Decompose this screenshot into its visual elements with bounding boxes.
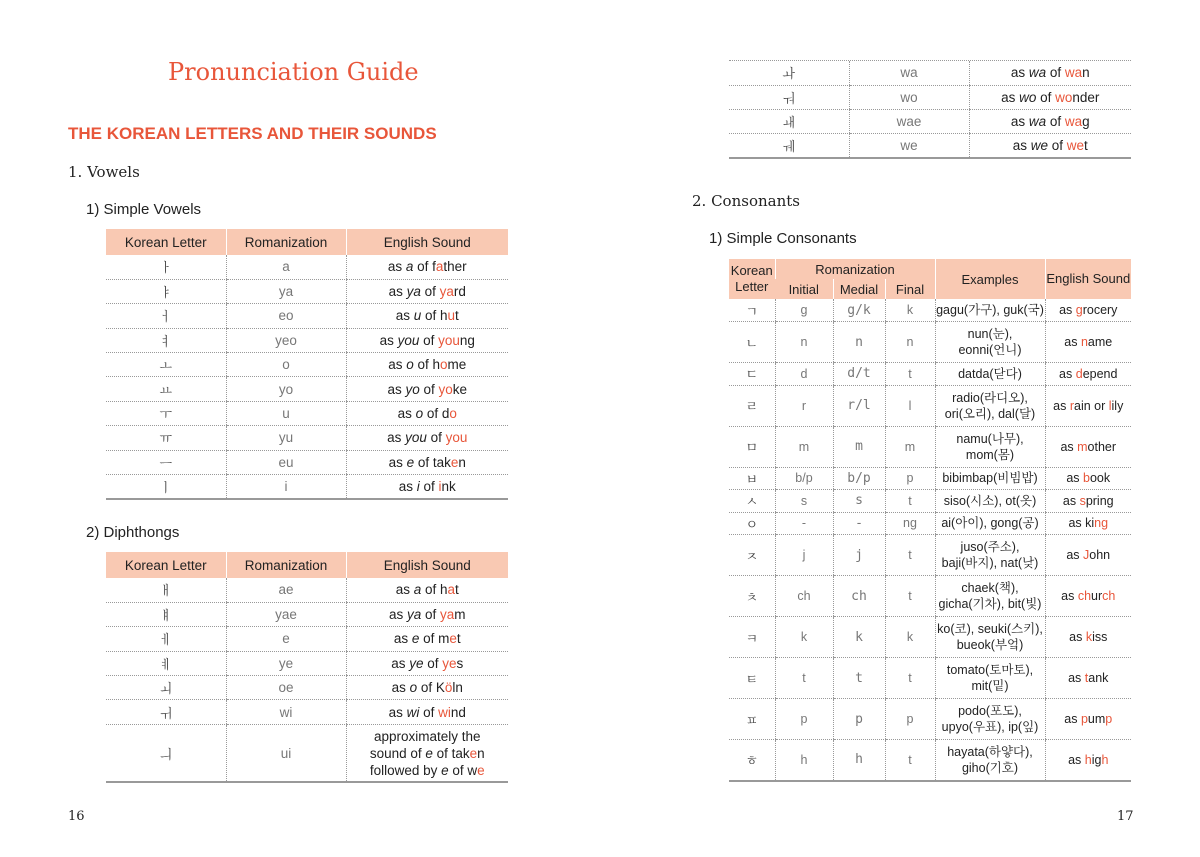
col-header-sound: English Sound <box>346 552 508 578</box>
english-sound: as high <box>1045 740 1131 781</box>
page-title: Pronunciation Guide <box>168 58 419 86</box>
romanization-final: k <box>885 617 935 658</box>
diphthongs-heading: 2) Diphthongs <box>86 524 180 541</box>
korean-letter: ㅚ <box>106 676 226 700</box>
col-header-sound: English Sound <box>1045 259 1131 299</box>
english-sound: as mother <box>1045 426 1131 467</box>
korean-letter: ㅣ <box>106 475 226 499</box>
romanization: ae <box>226 578 346 602</box>
english-sound: as o of Köln <box>346 676 508 700</box>
col-header-sound: English Sound <box>346 229 508 255</box>
romanization: eu <box>226 450 346 474</box>
english-sound: as ye of yes <box>346 651 508 675</box>
table-row <box>106 255 508 279</box>
romanization-initial: s <box>775 490 833 513</box>
table-row <box>106 724 508 782</box>
english-sound: as grocery <box>1045 299 1131 322</box>
romanization-medial: r/l <box>833 385 885 426</box>
examples: ai(아이), gong(공) <box>935 512 1045 535</box>
english-sound: as kiss <box>1045 617 1131 658</box>
romanization-medial: b/p <box>833 467 885 490</box>
english-sound: as i of ink <box>346 475 508 499</box>
romanization-initial: r <box>775 385 833 426</box>
romanization: wo <box>849 85 969 109</box>
romanization: oe <box>226 676 346 700</box>
korean-letter: ㅍ <box>729 699 775 740</box>
korean-letter: ㅙ <box>729 109 849 133</box>
examples: bibimbap(비빔밥) <box>935 467 1045 490</box>
table-row <box>729 322 1131 363</box>
col-header-romanization: Romanization <box>775 259 935 279</box>
english-sound: as ya of yard <box>346 279 508 303</box>
examples: ko(코), seuki(스키), bueok(부엌) <box>935 617 1045 658</box>
col-header-letter: Korean Letter <box>729 259 775 299</box>
korean-letter: ㅈ <box>729 535 775 576</box>
romanization: u <box>226 401 346 425</box>
table-row <box>106 450 508 474</box>
korean-letter: ㅠ <box>106 426 226 450</box>
romanization-medial: g/k <box>833 299 885 322</box>
romanization: ye <box>226 651 346 675</box>
english-sound: as you of you <box>346 426 508 450</box>
romanization-medial: d/t <box>833 363 885 386</box>
romanization-final: m <box>885 426 935 467</box>
korean-letter: ㅜ <box>106 401 226 425</box>
romanization-initial: n <box>775 322 833 363</box>
romanization: ya <box>226 279 346 303</box>
korean-letter: ㅂ <box>729 467 775 490</box>
romanization-medial: j <box>833 535 885 576</box>
korean-letter: ㅁ <box>729 426 775 467</box>
romanization: wi <box>226 700 346 724</box>
english-sound: approximately the sound of e of taken followed by e of we <box>346 724 508 782</box>
table-row <box>729 85 1131 109</box>
col-header-romanization: Romanization <box>226 229 346 255</box>
romanization: ui <box>226 724 346 782</box>
english-sound: as pump <box>1045 699 1131 740</box>
korean-letter: ㅏ <box>106 255 226 279</box>
romanization: we <box>849 134 969 158</box>
romanization: wae <box>849 109 969 133</box>
korean-letter: ㅗ <box>106 353 226 377</box>
romanization-medial: m <box>833 426 885 467</box>
romanization-final: t <box>885 490 935 513</box>
english-sound: as spring <box>1045 490 1131 513</box>
romanization-final: n <box>885 322 935 363</box>
korean-letter: ㄱ <box>729 299 775 322</box>
table-row <box>729 299 1131 322</box>
korean-letter: ㅖ <box>106 651 226 675</box>
table-row <box>106 578 508 602</box>
examples: datda(닫다) <box>935 363 1045 386</box>
english-sound: as wa of wag <box>969 109 1131 133</box>
english-sound: as church <box>1045 576 1131 617</box>
table-row <box>729 467 1131 490</box>
korean-letter: ㅓ <box>106 304 226 328</box>
korean-letter: ㅢ <box>106 724 226 782</box>
romanization-final: t <box>885 576 935 617</box>
table-row <box>729 535 1131 576</box>
korean-letter: ㅟ <box>106 700 226 724</box>
table-row <box>729 490 1131 513</box>
romanization: yu <box>226 426 346 450</box>
romanization-initial: m <box>775 426 833 467</box>
romanization-initial: h <box>775 740 833 781</box>
examples: tomato(토마토), mit(밑) <box>935 658 1045 699</box>
korean-letter: ㅇ <box>729 512 775 535</box>
romanization-final: t <box>885 658 935 699</box>
romanization: eo <box>226 304 346 328</box>
table-row <box>729 109 1131 133</box>
korean-letter: ㅎ <box>729 740 775 781</box>
korean-letter: ㄴ <box>729 322 775 363</box>
romanization-medial: h <box>833 740 885 781</box>
table-row <box>106 475 508 499</box>
english-sound: as a of father <box>346 255 508 279</box>
table-row <box>729 61 1131 85</box>
romanization: yae <box>226 602 346 626</box>
english-sound: as a of hat <box>346 578 508 602</box>
consonants-table <box>729 259 1131 782</box>
table-row <box>729 426 1131 467</box>
romanization-medial: k <box>833 617 885 658</box>
romanization-medial: p <box>833 699 885 740</box>
examples: gagu(가구), guk(국) <box>935 299 1045 322</box>
english-sound: as you of young <box>346 328 508 352</box>
english-sound: as we of wet <box>969 134 1131 158</box>
korean-letter: ㄷ <box>729 363 775 386</box>
romanization-final: p <box>885 699 935 740</box>
korean-letter: ㅡ <box>106 450 226 474</box>
table-row <box>106 401 508 425</box>
romanization-initial: - <box>775 512 833 535</box>
romanization-initial: ch <box>775 576 833 617</box>
examples: chaek(책), gicha(기차), bit(빛) <box>935 576 1045 617</box>
english-sound: as John <box>1045 535 1131 576</box>
korean-letter: ㅑ <box>106 279 226 303</box>
col-header-initial: Initial <box>775 279 833 299</box>
examples: hayata(하얗다), giho(기호) <box>935 740 1045 781</box>
examples: namu(나무), mom(몸) <box>935 426 1045 467</box>
romanization-final: t <box>885 535 935 576</box>
korean-letter: ㅋ <box>729 617 775 658</box>
col-header-medial: Medial <box>833 279 885 299</box>
table-row <box>729 658 1131 699</box>
consonants-heading: 2. Consonants <box>692 192 800 210</box>
romanization-medial: ch <box>833 576 885 617</box>
romanization-initial: k <box>775 617 833 658</box>
korean-letter: ㅝ <box>729 85 849 109</box>
romanization-medial: n <box>833 322 885 363</box>
col-header-romanization: Romanization <box>226 552 346 578</box>
english-sound: as king <box>1045 512 1131 535</box>
english-sound: as wo of wonder <box>969 85 1131 109</box>
table-row <box>106 676 508 700</box>
table-row <box>729 699 1131 740</box>
table-row <box>729 740 1131 781</box>
romanization-initial: p <box>775 699 833 740</box>
table-row <box>729 363 1131 386</box>
col-header-letter: Korean Letter <box>106 229 226 255</box>
col-header-examples: Examples <box>935 259 1045 299</box>
romanization-final: l <box>885 385 935 426</box>
romanization: wa <box>849 61 969 85</box>
table-row <box>106 377 508 401</box>
romanization-initial: t <box>775 658 833 699</box>
romanization-initial: d <box>775 363 833 386</box>
korean-letter: ㅊ <box>729 576 775 617</box>
korean-letter: ㄹ <box>729 385 775 426</box>
korean-letter: ㅛ <box>106 377 226 401</box>
english-sound: as name <box>1045 322 1131 363</box>
table-row <box>106 651 508 675</box>
vowels-heading: 1. Vowels <box>68 163 140 181</box>
korean-letter: ㅌ <box>729 658 775 699</box>
korean-letter: ㅐ <box>106 578 226 602</box>
page-number-right: 17 <box>1117 809 1134 824</box>
examples: podo(포도), upyo(우표), ip(잎) <box>935 699 1045 740</box>
korean-letter: ㅔ <box>106 627 226 651</box>
romanization-initial: j <box>775 535 833 576</box>
romanization-final: t <box>885 363 935 386</box>
simple-vowels-heading: 1) Simple Vowels <box>86 201 202 218</box>
english-sound: as wi of wind <box>346 700 508 724</box>
col-header-final: Final <box>885 279 935 299</box>
romanization: yo <box>226 377 346 401</box>
table-row <box>729 617 1131 658</box>
english-sound: as depend <box>1045 363 1131 386</box>
english-sound: as ya of yam <box>346 602 508 626</box>
table-row <box>106 426 508 450</box>
table-row <box>106 279 508 303</box>
romanization: o <box>226 353 346 377</box>
english-sound: as tank <box>1045 658 1131 699</box>
table-row <box>729 134 1131 158</box>
table-row <box>729 385 1131 426</box>
romanization-initial: b/p <box>775 467 833 490</box>
page-number-left: 16 <box>68 809 85 824</box>
english-sound: as o of home <box>346 353 508 377</box>
table-row <box>106 353 508 377</box>
table-row <box>106 700 508 724</box>
examples: nun(눈), eonni(언니) <box>935 322 1045 363</box>
examples: radio(라디오), ori(오리), dal(달) <box>935 385 1045 426</box>
simple-vowels-table <box>106 229 508 500</box>
simple-consonants-heading: 1) Simple Consonants <box>709 230 857 247</box>
korean-letter: ㅕ <box>106 328 226 352</box>
english-sound: as u of hut <box>346 304 508 328</box>
romanization-final: t <box>885 740 935 781</box>
romanization-medial: t <box>833 658 885 699</box>
romanization: yeo <box>226 328 346 352</box>
english-sound: as e of taken <box>346 450 508 474</box>
romanization-initial: g <box>775 299 833 322</box>
romanization-final: ng <box>885 512 935 535</box>
english-sound: as o of do <box>346 401 508 425</box>
english-sound: as book <box>1045 467 1131 490</box>
romanization-final: p <box>885 467 935 490</box>
romanization: i <box>226 475 346 499</box>
korean-letter: ㅞ <box>729 134 849 158</box>
table-row <box>106 602 508 626</box>
romanization-final: k <box>885 299 935 322</box>
table-row <box>729 576 1131 617</box>
korean-letter: ㅅ <box>729 490 775 513</box>
table-row <box>106 304 508 328</box>
section-title: THE KOREAN LETTERS AND THEIR SOUNDS <box>68 124 437 143</box>
english-sound: as wa of wan <box>969 61 1131 85</box>
english-sound: as rain or lily <box>1045 385 1131 426</box>
romanization-medial: s <box>833 490 885 513</box>
examples: juso(주소), baji(바지), nat(낮) <box>935 535 1045 576</box>
examples: siso(시소), ot(옷) <box>935 490 1045 513</box>
diphthongs-table <box>106 552 508 783</box>
korean-letter: ㅘ <box>729 61 849 85</box>
romanization: e <box>226 627 346 651</box>
english-sound: as yo of yoke <box>346 377 508 401</box>
diphthongs-cont-table <box>729 61 1131 159</box>
english-sound: as e of met <box>346 627 508 651</box>
table-row <box>106 328 508 352</box>
romanization: a <box>226 255 346 279</box>
col-header-letter: Korean Letter <box>106 552 226 578</box>
korean-letter: ㅒ <box>106 602 226 626</box>
romanization-medial: - <box>833 512 885 535</box>
table-row <box>729 512 1131 535</box>
table-row <box>106 627 508 651</box>
